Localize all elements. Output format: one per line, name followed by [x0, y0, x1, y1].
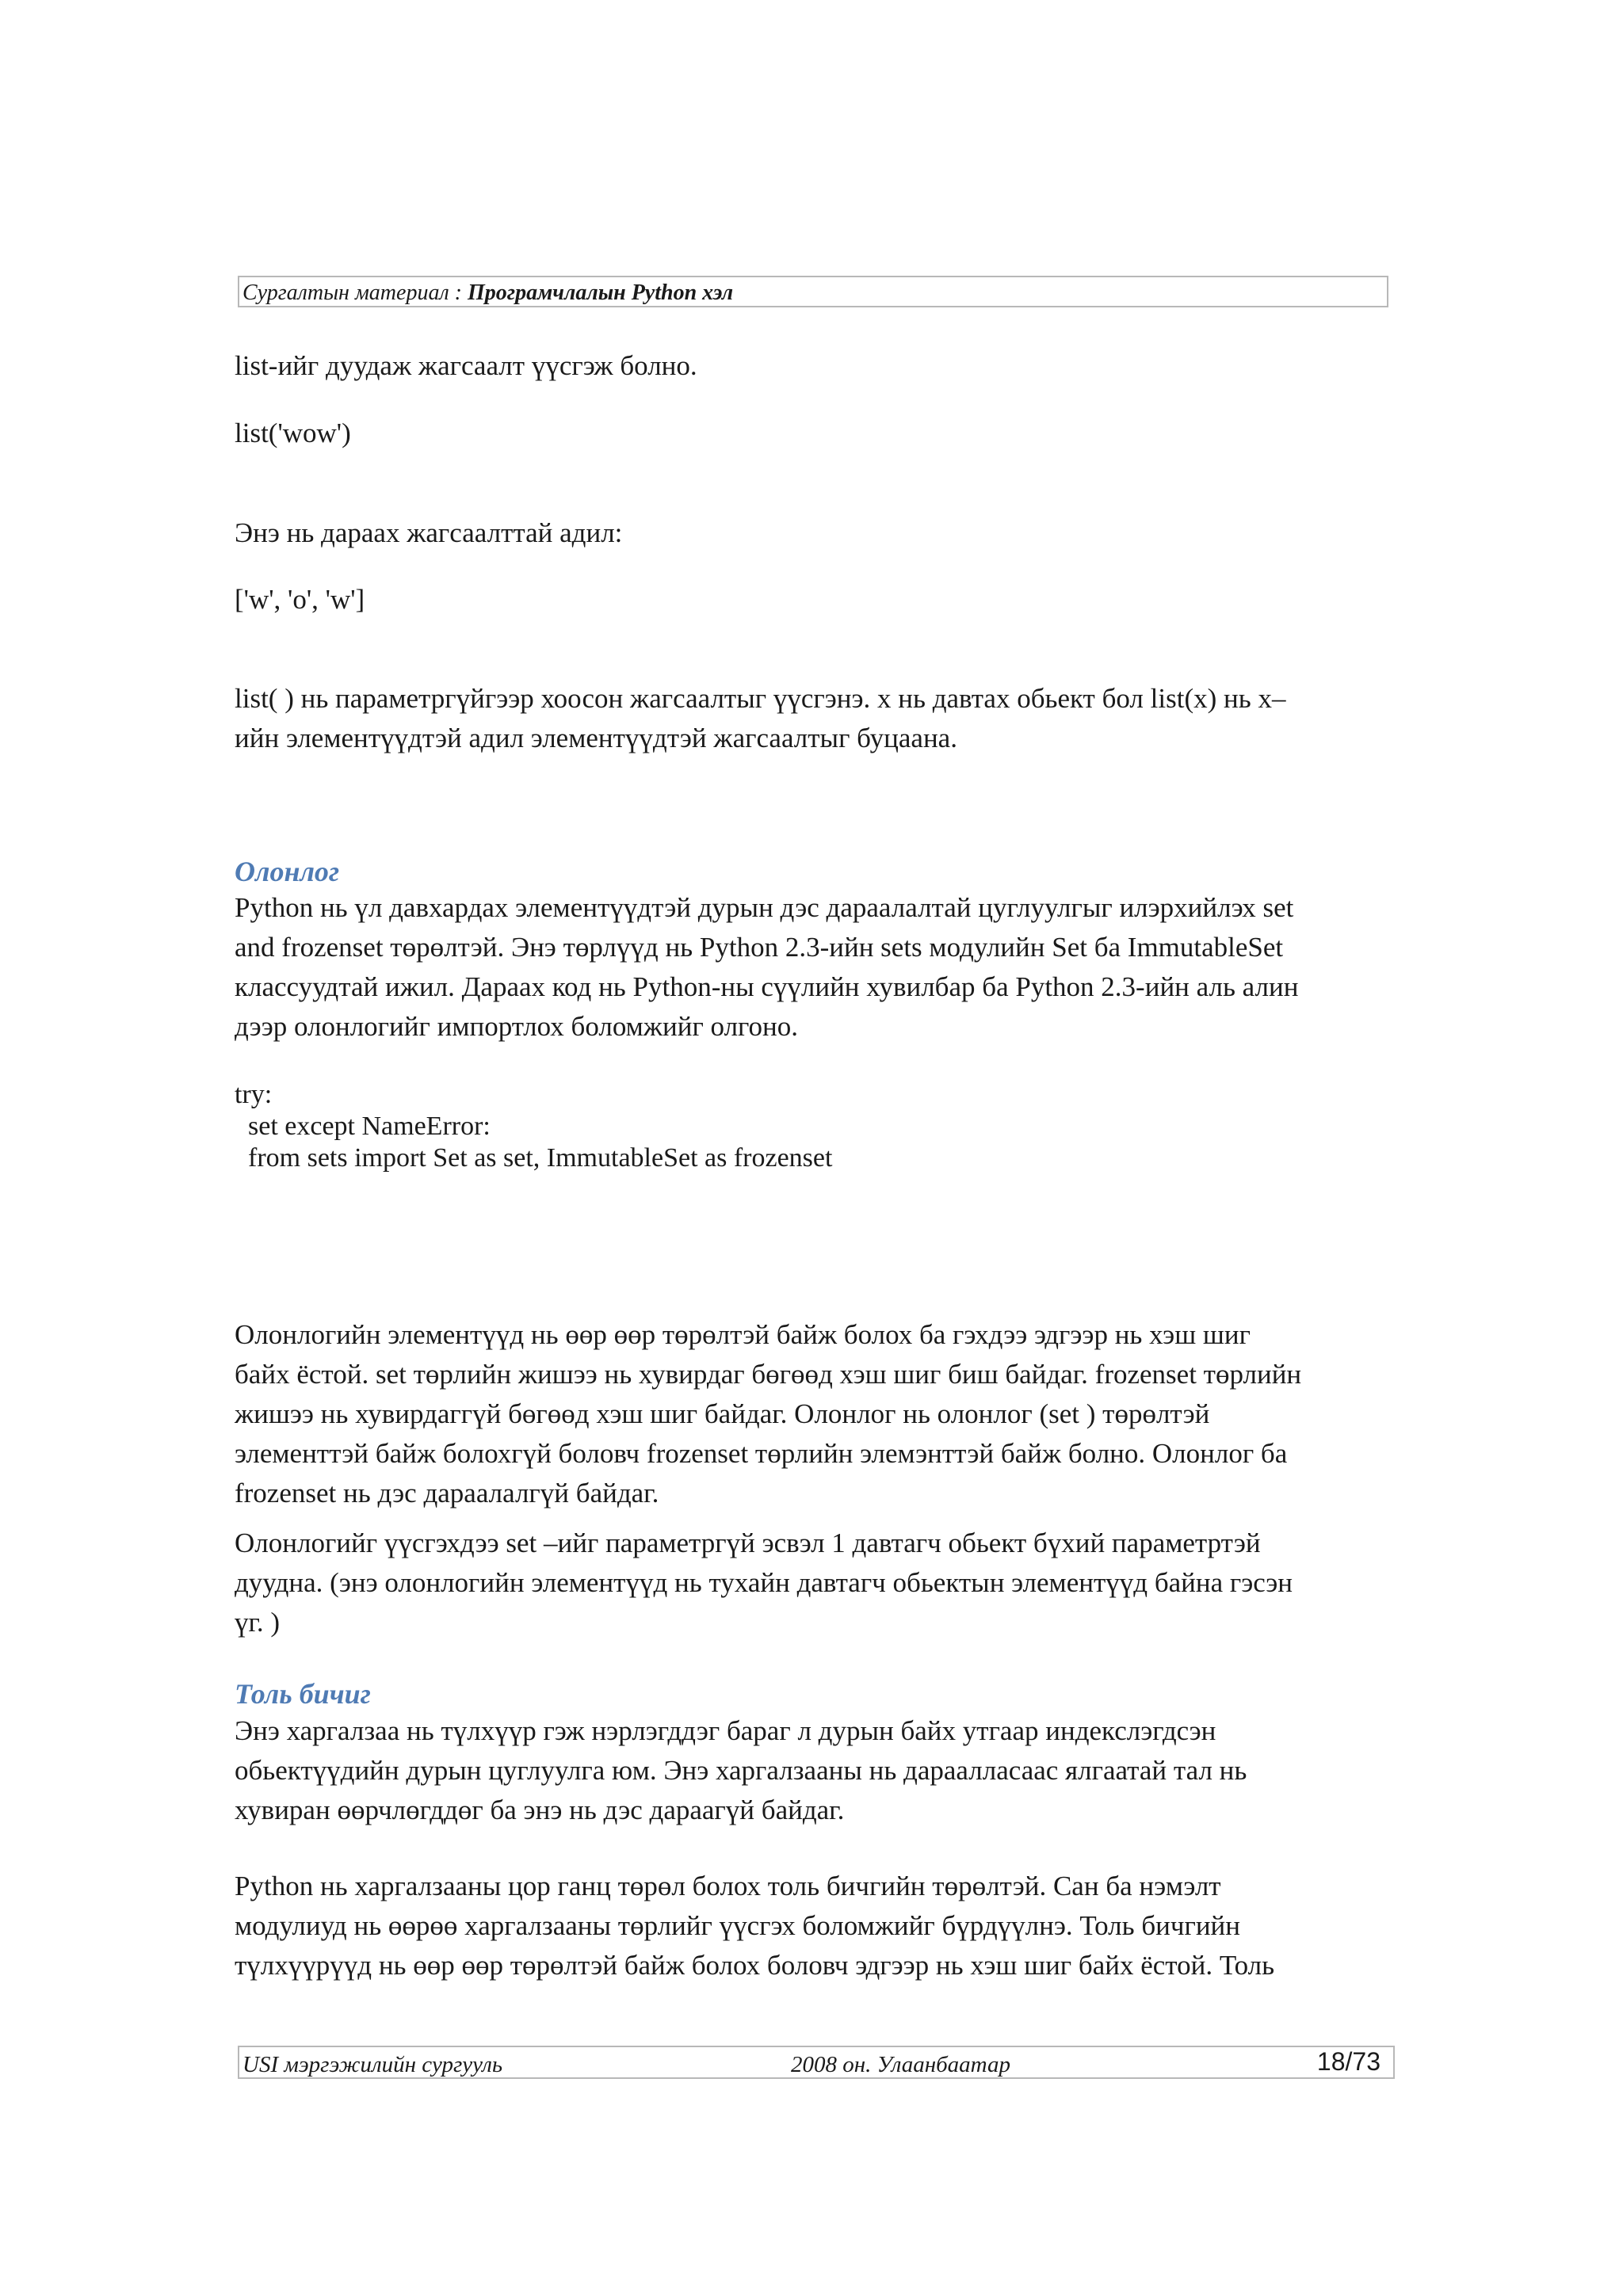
text-line: Олонлогийг үүсгэхдээ set –ийг параметргүй эсвэл 1 давтагч обьект бүхий параметртэй [235, 1527, 1261, 1558]
text-line: дээр олонлогийг импортлох боломжийг олгоно. [235, 1011, 799, 1042]
text-line: ийн элементүүдтэй адил элементүүдтэй жагсаалтыг буцаана. [235, 723, 957, 753]
page-footer [238, 2046, 1395, 2079]
code-line: set except NameError: [235, 1112, 491, 1141]
code-list-result: ['w', 'o', 'w'] [235, 584, 365, 615]
text-line: дуудна. (энэ олонлогийн элементүүд нь тухайн давтагч обьектын элементүүд байна гэсэн [235, 1567, 1293, 1598]
text-line: модулиуд нь өөрөө харгалзааны төрлийг үүсгэх боломжийг бүрдүүлнэ. Толь бичгийн [235, 1910, 1241, 1941]
paragraph-list-call: list-ийг дуудаж жагсаалт үүсгэж болно. [235, 350, 697, 381]
text-line: байх ёстой. set төрлийн жишээ нь хувирдаг бөгөөд хэш шиг биш байдаг. frozenset төрлийн [235, 1359, 1302, 1390]
text-line: Энэ харгалзаа нь түлхүүр гэж нэрлэгддэг бараг л дурын байх утгаар индекслэгдсэн [235, 1715, 1216, 1746]
paragraph-set-create [235, 1524, 1407, 1642]
section-heading-sets: Олонлог [235, 856, 340, 887]
text-line: түлхүүрүүд нь өөр өөр төрөлтэй байж болох боловч эдгээр нь хэш шиг байх ёстой. Толь [235, 1950, 1275, 1981]
text-line: frozenset нь дэс дараалалгүй байдаг. [235, 1478, 659, 1508]
paragraph-set-elements [235, 1315, 1407, 1513]
paragraph-dict-type [235, 1867, 1407, 1985]
paragraph-sets-intro [235, 888, 1407, 1047]
paragraph-equivalent: Энэ нь дараах жагсаалттай адил: [235, 517, 623, 548]
page-header [238, 276, 1388, 307]
text-line: Python нь харгалзааны цор ганц төрөл болох толь бичгийн төрөлтэй. Сан ба нэмэлт [235, 1871, 1221, 1901]
text-line: list( ) нь параметргүйгээр хоосон жагсаалтыг үүсгэнэ. x нь давтах обьект бол list(x) нь x– [235, 683, 1286, 714]
footer-location: 2008 он. Улаанбаатар [791, 2052, 1010, 2077]
text-line: хувиран өөрчлөгддөг ба энэ нь дэс дараагүй байдаг. [235, 1794, 845, 1825]
footer-org: USI мэргэжилийн сургууль [242, 2052, 503, 2077]
header-prefix: Сургалтын материал : [242, 280, 468, 305]
paragraph-list-empty [235, 679, 1407, 758]
code-block-import-sets [235, 1079, 832, 1174]
text-line: обьектүүдийн дурын цуглуулга юм. Энэ харгалзааны нь дараалласаас ялгаатай тал нь [235, 1755, 1247, 1786]
code-line: from sets import Set as set, ImmutableSet as frozenset [235, 1143, 833, 1173]
page-number: 18/73 [1316, 2047, 1381, 2076]
text-line: үг. ) [235, 1607, 281, 1638]
text-line: Олонлогийн элементүүд нь өөр өөр төрөлтэй байж болох ба гэхдээ эдгээр нь хэш шиг [235, 1319, 1251, 1350]
section-heading-dict: Толь бичиг [235, 1678, 371, 1710]
text-line: жишээ нь хувирдаггүй бөгөөд хэш шиг байдаг. Олонлог нь олонлог (set ) төрөлтэй [235, 1398, 1210, 1429]
code-list-wow: list('wow') [235, 418, 351, 448]
text-line: классуудтай ижил. Дараах код нь Python-ны сүүлийн хувилбар ба Python 2.3-ийн аль алин [235, 971, 1299, 1002]
text-line: элементтэй байж болохгүй боловч frozenset төрлийн элемэнттэй байж болно. Олонлог ба [235, 1438, 1288, 1469]
header-title: Програмчлалын Python хэл [468, 280, 734, 305]
code-line: try: [235, 1080, 273, 1109]
text-line: Python нь үл давхардах элементүүдтэй дурын дэс дараалалтай цуглуулгыг илэрхийлэх set [235, 892, 1294, 923]
paragraph-mapping [235, 1711, 1407, 1830]
text-line: and frozenset төрөлтэй. Энэ төрлүүд нь Python 2.3-ийн sets модулийн Set ба ImmutableSet [235, 932, 1284, 963]
